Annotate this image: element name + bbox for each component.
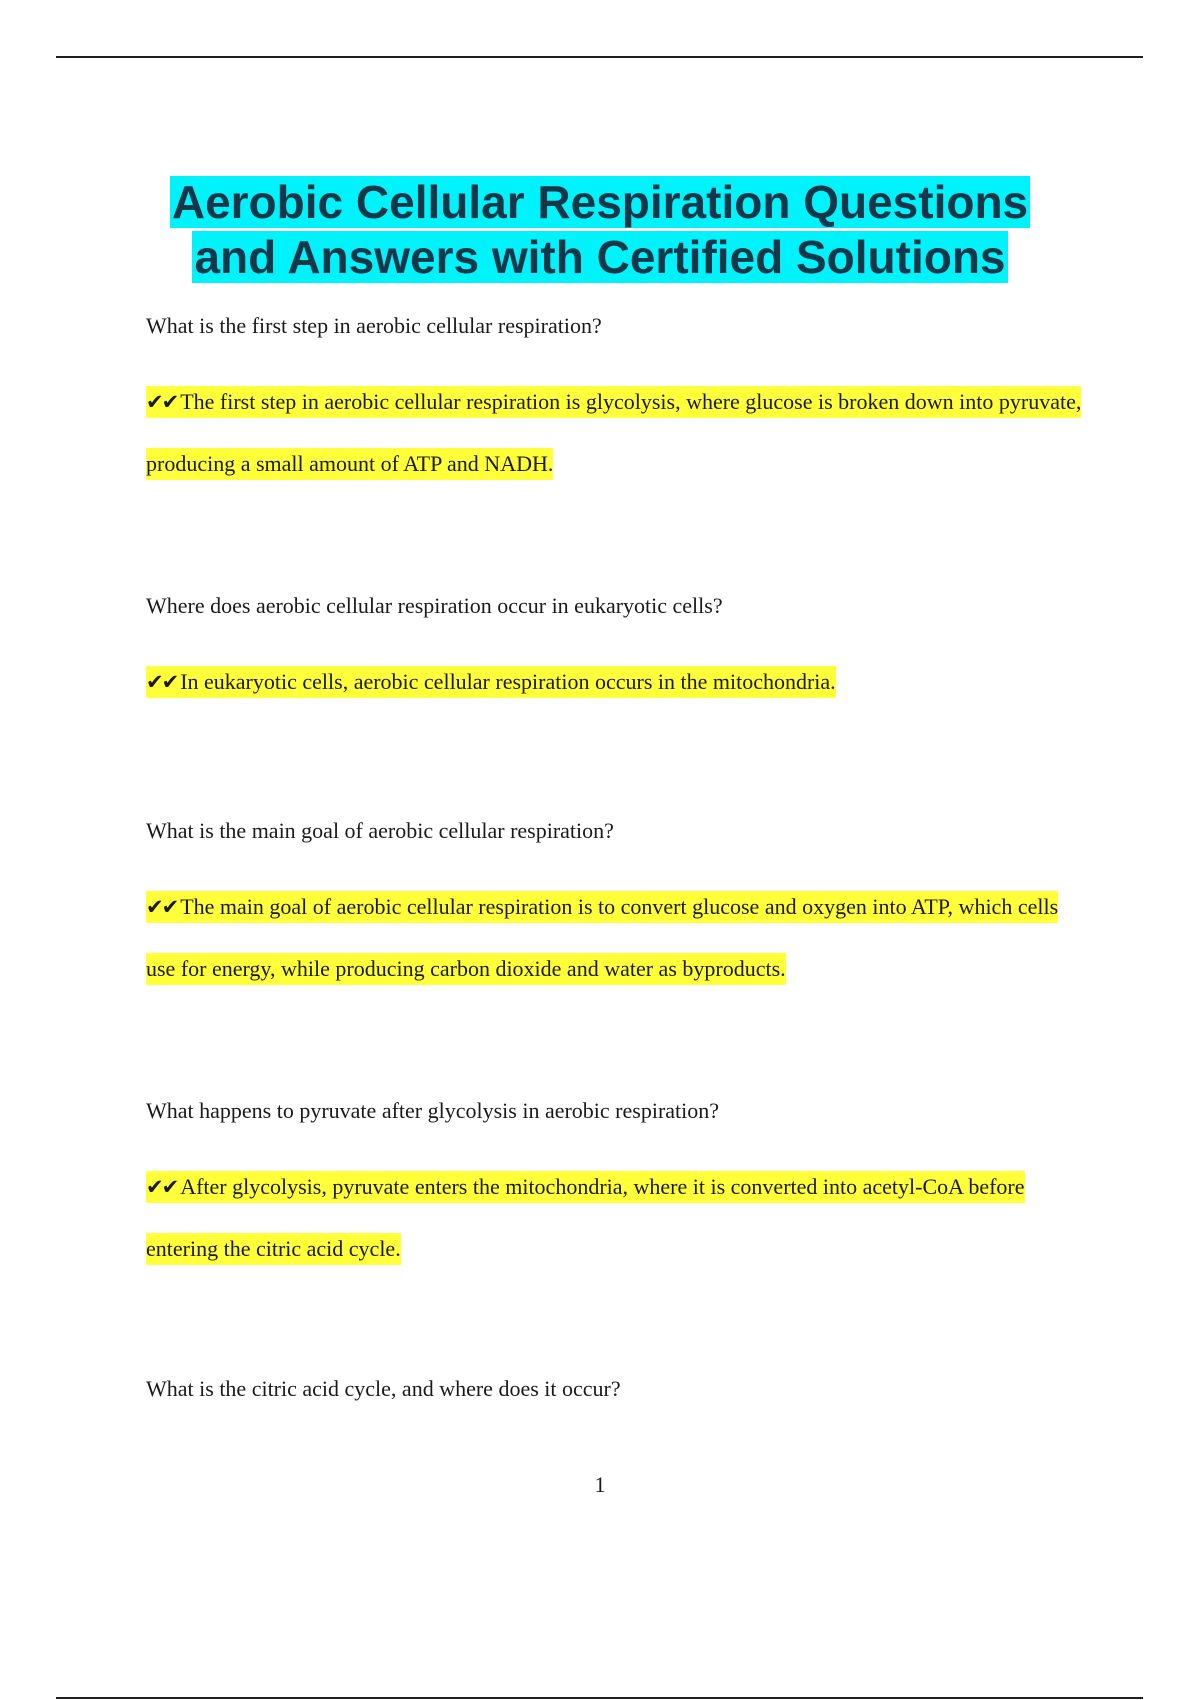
answer-3-highlight <box>146 891 1058 985</box>
answer-2-highlight <box>146 666 836 698</box>
page-number: 1 <box>594 1472 606 1497</box>
title-line-2: and Answers with Certified Solutions <box>194 230 1006 283</box>
double-check-icon: ✔✔ <box>146 390 178 414</box>
double-check-icon: ✔✔ <box>146 895 178 919</box>
question-5: What is the citric acid cycle, and where does it occur? <box>146 1376 621 1401</box>
answer-4-highlight <box>146 1171 1025 1265</box>
answer-1-highlight <box>146 386 1081 480</box>
answer-4-text: After glycolysis, pyruvate enters the mitochondria, where it is converted into acetyl-CoA before entering the citric acid cycle. <box>146 1174 1025 1261</box>
answer-1 <box>146 371 1086 494</box>
answer-2 <box>146 651 1086 713</box>
question-4: What happens to pyruvate after glycolysis in aerobic respiration? <box>146 1098 720 1123</box>
answer-4 <box>146 1156 1086 1279</box>
answer-3 <box>146 876 1086 999</box>
double-check-icon: ✔✔ <box>146 670 178 694</box>
header-rule <box>56 56 1143 58</box>
double-check-icon: ✔✔ <box>146 1175 178 1199</box>
question-1: What is the first step in aerobic cellular respiration? <box>146 313 602 338</box>
answer-3-text: The main goal of aerobic cellular respiration is to convert glucose and oxygen into ATP, which cells use for energy, while producing carbon dioxide and water as byproducts. <box>146 894 1059 981</box>
question-2: Where does aerobic cellular respiration occur in eukaryotic cells? <box>146 593 723 618</box>
page-title <box>0 175 1200 285</box>
footer-rule <box>56 1697 1143 1699</box>
answer-1-text: The first step in aerobic cellular respiration is glycolysis, where glucose is broken down into pyruvate, producing a small amount of ATP and NADH. <box>146 389 1082 476</box>
title-line-1: Aerobic Cellular Respiration Questions <box>171 175 1029 228</box>
answer-2-text: In eukaryotic cells, aerobic cellular respiration occurs in the mitochondria. <box>180 669 836 694</box>
question-3: What is the main goal of aerobic cellular respiration? <box>146 818 614 843</box>
